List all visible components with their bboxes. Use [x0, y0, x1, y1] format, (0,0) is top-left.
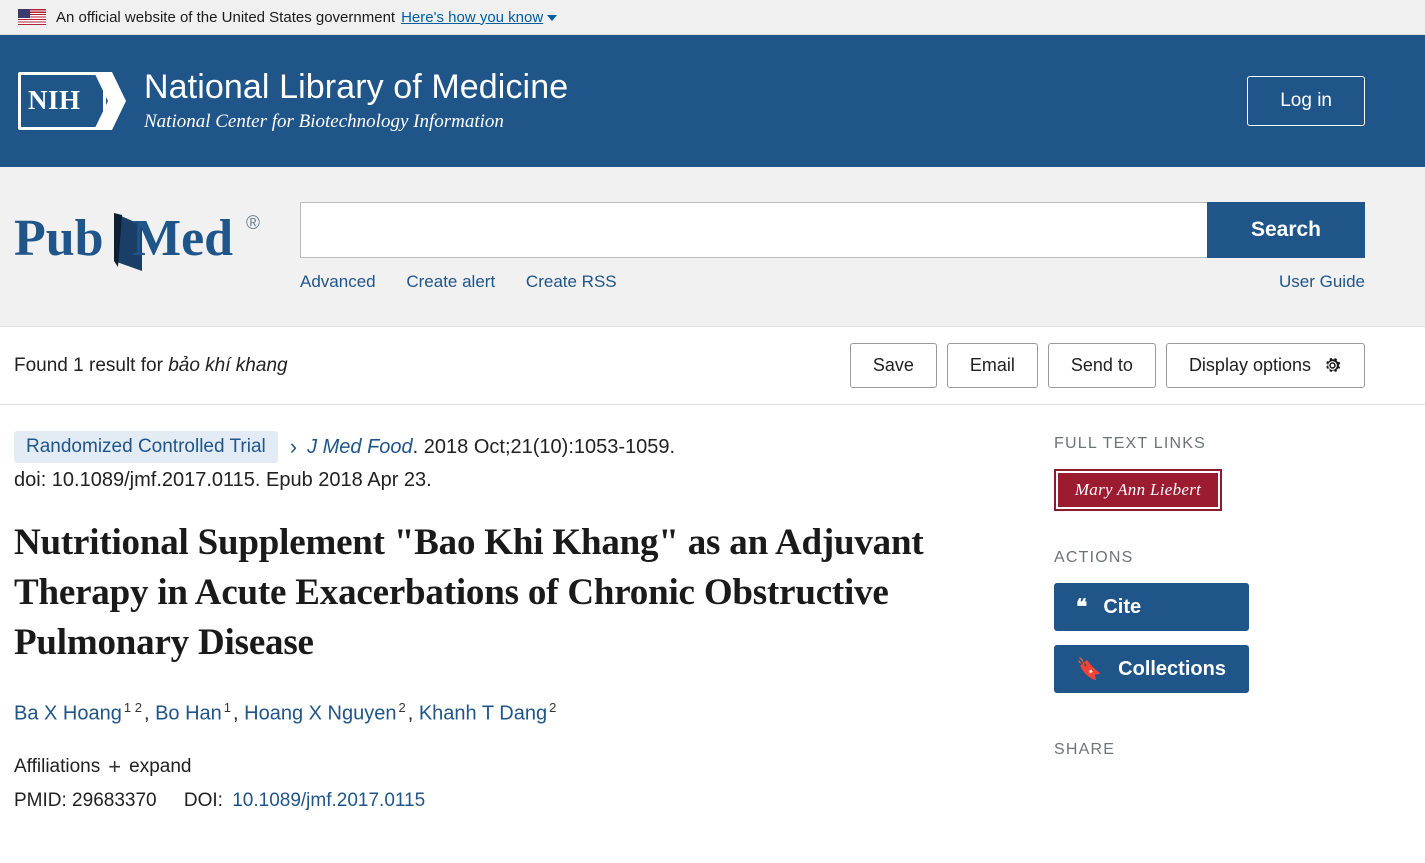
author-link[interactable]: Ba X Hoang	[14, 702, 122, 725]
article-sidebar	[1054, 431, 1365, 812]
author-link[interactable]: Bo Han	[155, 702, 222, 725]
author-affiliation-sup: 2	[398, 699, 406, 715]
author-separator: ,	[143, 702, 156, 725]
send-to-button[interactable]: Send to	[1048, 343, 1156, 388]
pubmed-logo[interactable]	[0, 202, 300, 282]
nih-subtitle: National Center for Biotechnology Information	[144, 110, 504, 132]
quote-icon: ❝	[1076, 595, 1088, 619]
chevron-right-icon: ›	[289, 434, 298, 459]
nih-header	[0, 35, 1425, 167]
share-heading: SHARE	[1054, 741, 1116, 758]
expand-affiliations-link[interactable]: expand	[129, 756, 192, 778]
display-options-button[interactable]	[1166, 343, 1365, 388]
author-affiliation-sup: 1 2	[123, 699, 142, 715]
nih-title: National Library of Medicine	[144, 68, 569, 107]
gov-banner-text: An official website of the United States government	[56, 8, 396, 26]
create-alert-link[interactable]: Create alert	[406, 272, 496, 291]
bookmark-icon: 🔖	[1076, 657, 1103, 681]
results-query: bảo khí khang	[168, 354, 288, 376]
cite-label: Cite	[1103, 595, 1142, 618]
publisher-link-mary-ann-liebert[interactable]	[1054, 469, 1222, 511]
chevron-down-icon	[547, 15, 557, 21]
result-content	[0, 405, 1425, 812]
journal-link[interactable]: J Med Food	[307, 435, 413, 458]
heres-how-you-know-label: Here's how you know	[401, 8, 544, 26]
search-button[interactable]: Search	[1207, 202, 1365, 258]
article-main-column	[14, 431, 1054, 812]
affiliations-label: Affiliations	[14, 756, 101, 778]
doi-link[interactable]: 10.1089/jmf.2017.0115	[232, 790, 426, 812]
nih-logo-text: NIH	[28, 85, 81, 115]
cite-button[interactable]	[1054, 583, 1249, 631]
author-affiliation-sup: 2	[549, 699, 557, 715]
results-header	[0, 327, 1425, 405]
identifiers-row	[14, 790, 1014, 812]
gov-banner	[0, 0, 1425, 35]
svg-text:Med: Med	[132, 210, 234, 267]
pubmed-search-bar	[0, 167, 1425, 327]
svg-text:®: ®	[246, 213, 260, 234]
search-input[interactable]	[300, 202, 1207, 258]
create-rss-link[interactable]: Create RSS	[525, 272, 617, 291]
author-separator: ,	[233, 702, 245, 725]
citation-details: . 2018 Oct;21(10):1053-1059.	[412, 435, 676, 458]
nih-logo-icon	[18, 72, 126, 130]
results-count-text	[14, 355, 288, 377]
actions-heading: ACTIONS	[1054, 549, 1134, 566]
collections-label: Collections	[1118, 657, 1226, 680]
results-count-prefix: Found 1 result for	[14, 354, 169, 376]
display-options-label: Display options	[1188, 355, 1311, 375]
pubmed-logo-icon	[14, 205, 276, 279]
collections-button[interactable]	[1054, 645, 1249, 693]
citation-line	[14, 431, 1014, 463]
doi-epub-line: doi: 10.1089/jmf.2017.0115. Epub 2018 Apr 23.	[14, 469, 432, 491]
us-flag-icon	[18, 9, 46, 25]
login-button[interactable]: Log in	[1247, 76, 1365, 126]
full-text-links-heading: FULL TEXT LINKS	[1054, 435, 1206, 452]
author-link[interactable]: Khanh T Dang	[418, 702, 548, 725]
email-button[interactable]: Email	[947, 343, 1038, 388]
publication-type-badge[interactable]: Randomized Controlled Trial	[14, 431, 278, 463]
nih-branding[interactable]	[18, 69, 568, 132]
author-link[interactable]: Hoang X Nguyen	[244, 702, 397, 725]
nih-arrow-icon	[92, 72, 126, 130]
publisher-logo-text: Mary Ann Liebert	[1058, 473, 1218, 507]
author-separator: ,	[407, 702, 419, 725]
article-title[interactable]: Nutritional Supplement "Bao Khi Khang" as an Adjuvant Therapy in Acute Exacerbations of Chronic Obstructive Pulmonary Disease	[14, 522, 924, 663]
plus-icon: +	[108, 754, 122, 780]
svg-text:Pub: Pub	[14, 210, 104, 267]
save-button[interactable]: Save	[850, 343, 937, 388]
advanced-search-link[interactable]: Advanced	[300, 272, 376, 291]
author-list	[14, 698, 1014, 729]
gear-icon	[1323, 356, 1342, 375]
author-affiliation-sup: 1	[223, 699, 232, 715]
heres-how-you-know-link[interactable]	[401, 9, 557, 26]
affiliations-row	[14, 754, 1014, 780]
user-guide-link[interactable]: User Guide	[1279, 272, 1365, 291]
pmid-label: PMID: 29683370	[14, 790, 157, 812]
doi-label: DOI:	[183, 790, 223, 812]
